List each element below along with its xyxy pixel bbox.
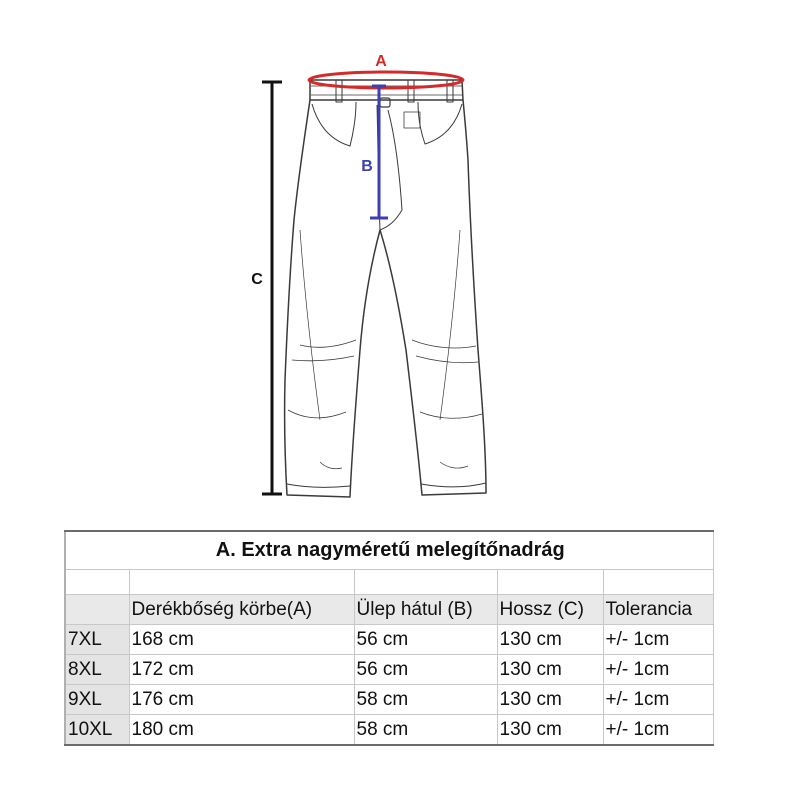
- size-cell: 8XL: [65, 655, 129, 685]
- tolerance-cell: +/- 1cm: [603, 625, 713, 655]
- tolerance-cell: +/- 1cm: [603, 685, 713, 715]
- table-row: [65, 655, 713, 685]
- waistband: [310, 80, 463, 100]
- size-cell: 10XL: [65, 715, 129, 746]
- seat-cell: 56 cm: [354, 625, 497, 655]
- waist-cell: 168 cm: [129, 625, 354, 655]
- seat-cell: 56 cm: [354, 655, 497, 685]
- header-corner: [65, 595, 129, 625]
- waist-cell: 180 cm: [129, 715, 354, 746]
- header-length: Hossz (C): [497, 595, 603, 625]
- header-tolerance: Tolerancia: [603, 595, 713, 625]
- length-cell: 130 cm: [497, 625, 603, 655]
- dimension-a: [309, 53, 463, 88]
- dimension-a-label: A: [375, 53, 387, 70]
- size-cell: 9XL: [65, 685, 129, 715]
- length-cell: 130 cm: [497, 655, 603, 685]
- table-title: A. Extra nagyméretű melegítőnadrág: [65, 531, 713, 570]
- length-cell: 130 cm: [497, 685, 603, 715]
- header-seat: Ülep hátul (B): [354, 595, 497, 625]
- table-blank-row: [65, 570, 713, 595]
- table-row: [65, 625, 713, 655]
- dimension-c-label: C: [251, 271, 263, 288]
- table-header-row: [65, 595, 713, 625]
- size-cell: 7XL: [65, 625, 129, 655]
- table-row: [65, 715, 713, 746]
- tolerance-cell: +/- 1cm: [603, 715, 713, 746]
- pants-drawing: [285, 80, 486, 497]
- dimension-b: [361, 86, 388, 218]
- table-title-row: [65, 531, 713, 570]
- table-row: [65, 685, 713, 715]
- header-waist: Derékbőség körbe(A): [129, 595, 354, 625]
- seat-cell: 58 cm: [354, 715, 497, 746]
- length-cell: 130 cm: [497, 715, 603, 746]
- dimension-b-label: B: [361, 158, 373, 175]
- dimension-c: [251, 82, 282, 494]
- tolerance-cell: +/- 1cm: [603, 655, 713, 685]
- pants-outline: [285, 100, 486, 497]
- waist-cell: 176 cm: [129, 685, 354, 715]
- seat-cell: 58 cm: [354, 685, 497, 715]
- waist-cell: 172 cm: [129, 655, 354, 685]
- size-table: [64, 530, 714, 746]
